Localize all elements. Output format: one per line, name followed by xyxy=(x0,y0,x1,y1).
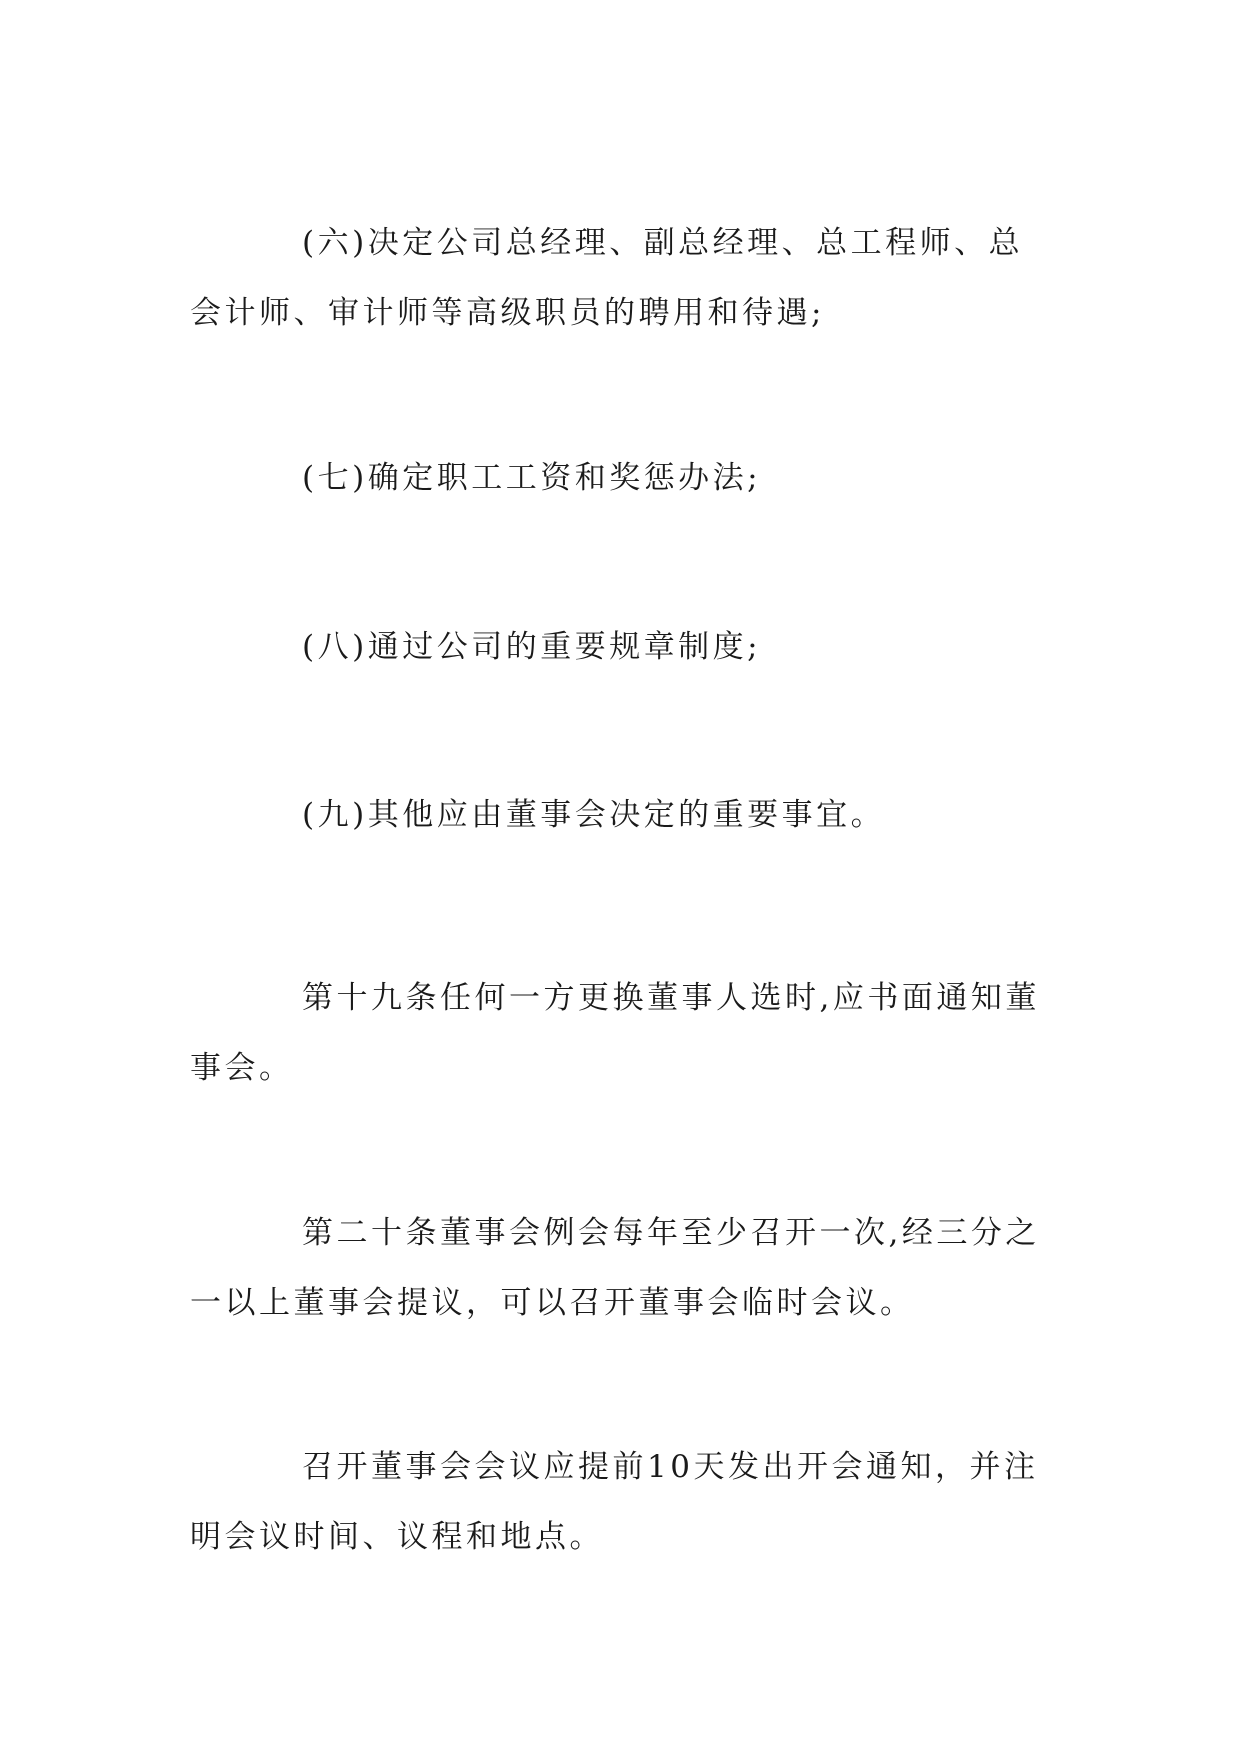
paragraph-item-8: (八)通过公司的重要规章制度; xyxy=(302,629,762,665)
paragraph-item-6: (六)决定公司总经理、副总经理、总工程师、总会计师、审计师等高级职员的聘用和待遇; xyxy=(190,225,1024,331)
paragraph-item-9: (九)其他应由董事会决定的重要事宜。 xyxy=(302,797,886,833)
paragraph-item-7: (七)确定职工工资和奖惩办法; xyxy=(302,460,762,496)
paragraph-article-20: 第二十条董事会例会每年至少召开一次,经三分之一以上董事会提议，可以召开董事会临时会议。 xyxy=(190,1215,1040,1321)
paragraph-article-19: 第十九条任何一方更换董事人选时,应书面通知董事会。 xyxy=(190,980,1040,1086)
paragraph-meeting-notice: 召开董事会会议应提前10天发出开会通知，并注明会议时间、议程和地点。 xyxy=(190,1449,1039,1555)
